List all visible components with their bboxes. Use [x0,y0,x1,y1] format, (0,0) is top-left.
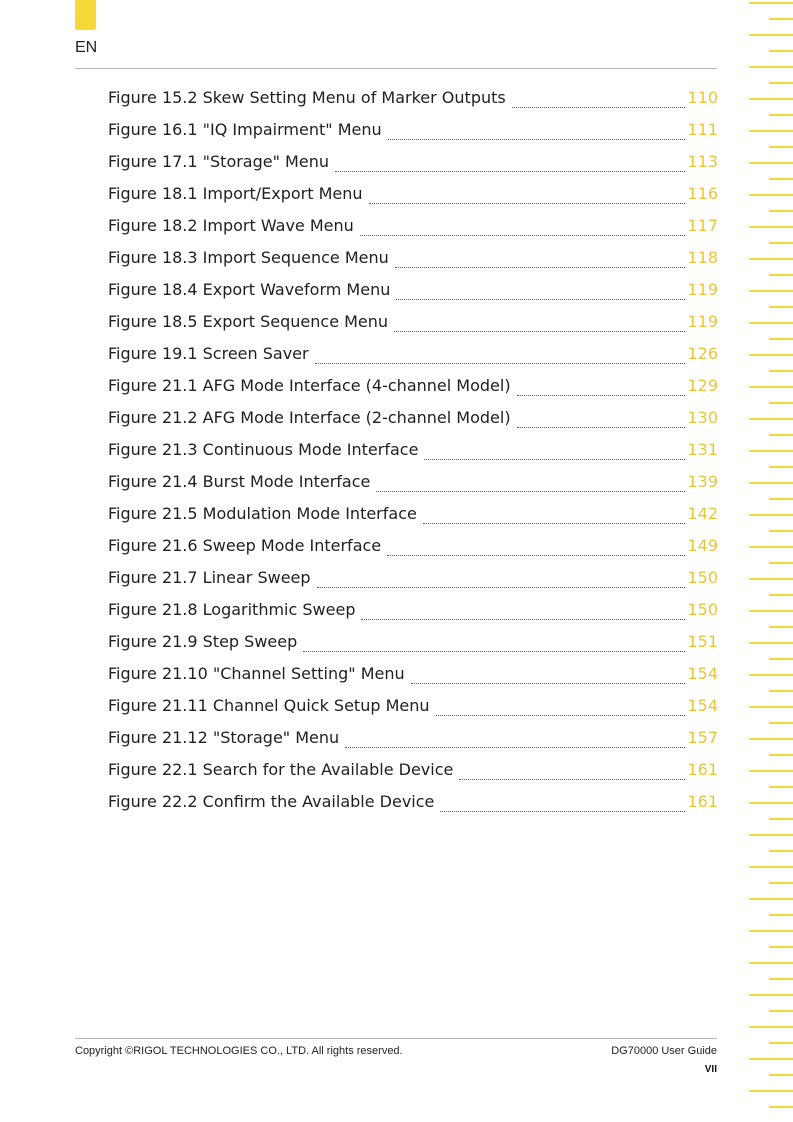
ruler-tick [769,146,793,148]
ruler-tick [769,82,793,84]
ruler-tick [749,642,793,644]
toc-leader-dots [396,298,685,300]
toc-entry-label: Figure 21.11 Channel Quick Setup Menu [108,696,430,715]
ruler-tick [769,274,793,276]
toc-entry-page[interactable]: 154 [687,664,718,683]
toc-entry-page[interactable]: 131 [687,440,718,459]
header-divider [75,68,717,69]
ruler-tick [749,834,793,836]
ruler-tick [769,498,793,500]
ruler-tick [749,866,793,868]
toc-entry-page[interactable]: 154 [687,696,718,715]
toc-entry-page[interactable]: 110 [687,88,718,107]
ruler-tick [769,946,793,948]
ruler-tick [749,994,793,996]
ruler-tick [769,690,793,692]
ruler-tick [769,434,793,436]
toc-entry-label: Figure 21.5 Modulation Mode Interface [108,504,417,523]
ruler-tick [749,706,793,708]
ruler-tick [769,754,793,756]
ruler-tick [769,914,793,916]
toc-leader-dots [335,170,685,172]
toc-entry[interactable] [108,760,718,792]
toc-entry-label: Figure 21.3 Continuous Mode Interface [108,440,419,459]
toc-entry[interactable] [108,792,718,824]
toc-entry[interactable] [108,88,718,120]
ruler-tick [749,482,793,484]
toc-entry[interactable] [108,120,718,152]
ruler-tick [769,1074,793,1076]
ruler-tick [749,354,793,356]
ruler-tick [749,1058,793,1060]
toc-entry-page[interactable]: 150 [687,568,718,587]
toc-entry[interactable] [108,216,718,248]
ruler-tick [749,98,793,100]
ruler-tick [769,1010,793,1012]
toc-entry[interactable] [108,696,718,728]
ruler-tick [769,1106,793,1108]
ruler-tick [749,546,793,548]
toc-entry-label: Figure 21.8 Logarithmic Sweep [108,600,356,619]
ruler-tick [769,178,793,180]
toc-leader-dots [395,266,686,268]
ruler-tick [769,370,793,372]
toc-entry-page[interactable]: 151 [687,632,718,651]
footer-guide-title: DG70000 User Guide [611,1045,717,1057]
toc-leader-dots [440,810,685,812]
toc-entry-label: Figure 21.6 Sweep Mode Interface [108,536,382,555]
ruler-tick [749,386,793,388]
toc-leader-dots [303,650,685,652]
toc-leader-dots [411,682,686,684]
ruler-tick [749,194,793,196]
ruler-tick [749,290,793,292]
ruler-tick [749,1090,793,1092]
ruler-tick [749,322,793,324]
toc-entry-label: Figure 22.2 Confirm the Available Device [108,792,435,811]
toc-entry-label: Figure 21.12 "Storage" Menu [108,728,340,747]
ruler-tick [749,162,793,164]
ruler-tick [749,802,793,804]
ruler-tick [769,242,793,244]
toc-entry-label: Figure 21.2 AFG Mode Interface (2-channel Model) [108,408,511,427]
ruler-tick [769,18,793,20]
toc-entry-page[interactable]: 150 [687,600,718,619]
ruler-tick [749,258,793,260]
figure-list [108,88,718,824]
toc-entry-label: Figure 22.1 Search for the Available Device [108,760,454,779]
ruler-tick [769,786,793,788]
toc-entry[interactable] [108,184,718,216]
ruler-tick [749,1026,793,1028]
toc-entry[interactable] [108,344,718,376]
footer-copyright: Copyright ©RIGOL TECHNOLOGIES CO., LTD. All rights reserved. [75,1045,403,1057]
ruler-tick [769,210,793,212]
toc-leader-dots [345,746,685,748]
ruler-tick [749,962,793,964]
ruler-tick [769,466,793,468]
toc-entry-page[interactable]: 117 [687,216,718,235]
toc-leader-dots [388,138,686,140]
toc-entry[interactable] [108,280,718,312]
toc-entry-page[interactable]: 118 [687,248,718,267]
toc-entry-label: Figure 21.9 Step Sweep [108,632,298,651]
toc-entry-page[interactable]: 111 [687,120,718,139]
ruler-tick [769,626,793,628]
toc-entry[interactable] [108,312,718,344]
ruler-tick [769,818,793,820]
toc-entry-page[interactable]: 142 [687,504,718,523]
ruler-tick [769,882,793,884]
toc-entry[interactable] [108,632,718,664]
ruler-tick [749,898,793,900]
toc-entry-label: Figure 21.7 Linear Sweep [108,568,311,587]
ruler-tick [769,114,793,116]
toc-leader-dots [387,554,685,556]
toc-entry-page[interactable]: 126 [687,344,718,363]
toc-leader-dots [459,778,685,780]
toc-entry[interactable] [108,472,718,504]
toc-leader-dots [376,490,685,492]
ruler-tick [769,658,793,660]
toc-entry[interactable] [108,248,718,280]
toc-leader-dots [424,458,685,460]
ruler-tick [769,594,793,596]
toc-leader-dots [517,394,686,396]
toc-entry-label: Figure 15.2 Skew Setting Menu of Marker Outputs [108,88,506,107]
toc-entry[interactable] [108,600,718,632]
ruler-tick [749,66,793,68]
toc-leader-dots [317,586,686,588]
footer-divider [75,1038,717,1039]
toc-entry-label: Figure 18.4 Export Waveform Menu [108,280,391,299]
ruler-tick [769,978,793,980]
ruler-tick [749,418,793,420]
ruler-tick [749,610,793,612]
toc-entry-label: Figure 21.4 Burst Mode Interface [108,472,371,491]
toc-leader-dots [315,362,686,364]
chapter-tab-marker [75,0,96,30]
toc-entry-page[interactable]: 157 [687,728,718,747]
toc-entry-label: Figure 18.5 Export Sequence Menu [108,312,389,331]
toc-entry-label: Figure 21.1 AFG Mode Interface (4-channel Model) [108,376,511,395]
toc-entry-page[interactable]: 119 [687,280,718,299]
ruler-tick [749,34,793,36]
language-label: EN [75,39,98,56]
toc-entry-page[interactable]: 130 [687,408,718,427]
toc-entry-page[interactable]: 161 [687,792,718,811]
toc-entry[interactable] [108,440,718,472]
ruler-tick [749,130,793,132]
toc-leader-dots [360,234,686,236]
ruler-tick [749,450,793,452]
toc-entry[interactable] [108,536,718,568]
ruler-tick [749,930,793,932]
toc-entry-page[interactable]: 119 [687,312,718,331]
ruler-tick [749,674,793,676]
toc-entry[interactable] [108,728,718,760]
toc-entry-label: Figure 18.2 Import Wave Menu [108,216,354,235]
toc-entry-page[interactable]: 116 [687,184,718,203]
toc-entry-page[interactable]: 149 [687,536,718,555]
toc-leader-dots [512,106,686,108]
toc-entry-label: Figure 18.3 Import Sequence Menu [108,248,389,267]
ruler-tick [749,578,793,580]
toc-entry[interactable] [108,664,718,696]
toc-entry-label: Figure 19.1 Screen Saver [108,344,309,363]
toc-entry-page[interactable]: 139 [687,472,718,491]
ruler-tick [769,1042,793,1044]
toc-entry[interactable] [108,568,718,600]
ruler-tick [769,562,793,564]
toc-leader-dots [369,202,686,204]
ruler-tick [749,738,793,740]
toc-entry[interactable] [108,376,718,408]
toc-entry-page[interactable]: 161 [687,760,718,779]
side-ruler [741,0,793,1122]
toc-entry-label: Figure 17.1 "Storage" Menu [108,152,329,171]
toc-entry-label: Figure 18.1 Import/Export Menu [108,184,363,203]
ruler-tick [769,722,793,724]
toc-entry[interactable] [108,504,718,536]
ruler-tick [769,50,793,52]
toc-leader-dots [517,426,686,428]
ruler-tick [749,514,793,516]
toc-leader-dots [423,522,686,524]
ruler-tick [749,226,793,228]
toc-entry-page[interactable]: 129 [687,376,718,395]
toc-entry[interactable] [108,152,718,184]
ruler-tick [769,402,793,404]
toc-entry-label: Figure 21.10 "Channel Setting" Menu [108,664,405,683]
ruler-tick [749,770,793,772]
ruler-tick [749,2,793,4]
footer-page-number: VII [704,1064,717,1075]
ruler-tick [769,530,793,532]
toc-leader-dots [361,618,685,620]
toc-entry-label: Figure 16.1 "IQ Impairment" Menu [108,120,382,139]
ruler-tick [769,338,793,340]
ruler-tick [769,850,793,852]
toc-entry[interactable] [108,408,718,440]
ruler-tick [769,306,793,308]
toc-leader-dots [394,330,685,332]
toc-entry-page[interactable]: 113 [687,152,718,171]
toc-leader-dots [436,714,686,716]
